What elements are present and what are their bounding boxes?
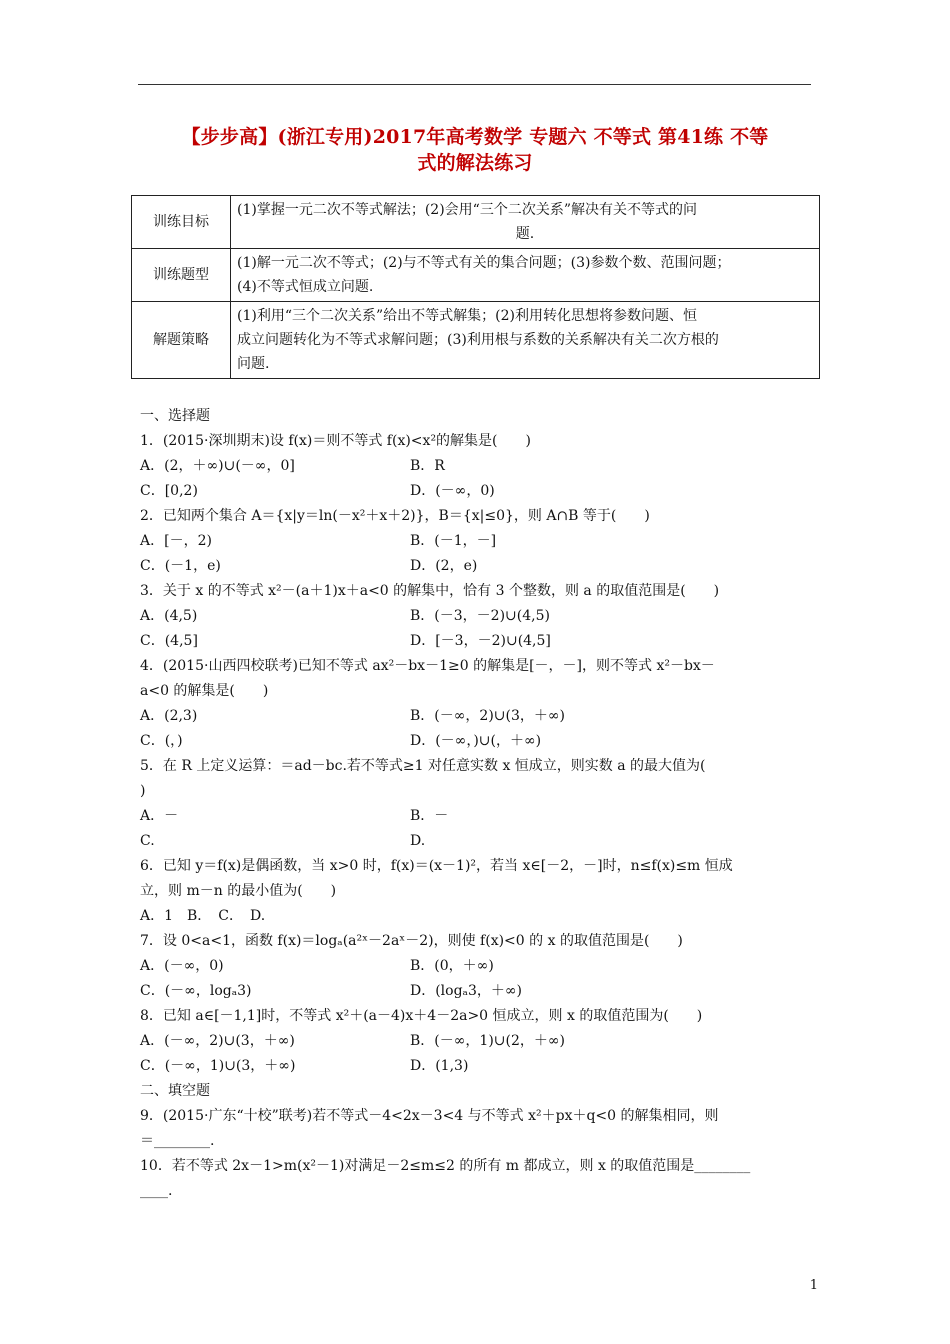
table-row xyxy=(132,196,820,249)
option-c: C．(－∞，logₐ3) xyxy=(140,983,252,999)
options-row: A．1 B． C． D. xyxy=(140,908,266,924)
option-c: C．(－∞，1)∪(3，＋∞) xyxy=(140,1058,296,1074)
option-b: B．(－3，－2)∪(4,5) xyxy=(410,608,550,624)
question-9-cont: ＝________. xyxy=(140,1133,215,1149)
table-row xyxy=(132,249,820,302)
option-d: D．(1,3) xyxy=(410,1058,469,1074)
question-6: 6．已知 y＝f(x)是偶函数，当 x>0 时，f(x)＝(x－1)²，若当 x∈[－2，－]时，n≤f(x)≤m 恒成 xyxy=(140,858,733,874)
row-value-line: 成立问题转化为不等式求解问题；(3)利用根与系数的关系解决有关二次方根的 xyxy=(237,332,719,348)
options-row xyxy=(140,829,812,854)
option-b: B．(0，＋∞) xyxy=(410,958,494,974)
option-d: D．(logₐ3，＋∞) xyxy=(410,983,522,999)
row-value-line: (4)不等式恒成立问题. xyxy=(237,279,374,295)
question-4-cont: a<0 的解集是( ) xyxy=(140,683,269,699)
option-b: B．(－1，－] xyxy=(410,533,497,549)
option-c: C. xyxy=(140,833,155,849)
options-row xyxy=(140,979,812,1004)
title-line-1: 【步步高】(浙江专用)2017年高考数学 专题六 不等式 第41练 不等 xyxy=(181,126,769,148)
row-key: 解题策略 xyxy=(132,302,231,379)
question-6-cont: 立，则 m－n 的最小值为( ) xyxy=(140,883,337,899)
question-7: 7．设 0<a<1，函数 f(x)＝logₐ(a²ˣ－2aˣ－2)，则使 f(x)<0 的 x 的取值范围是( ) xyxy=(140,933,683,949)
option-d: D．(2，e) xyxy=(410,558,478,574)
option-a: A．(2，＋∞)∪(－∞，0] xyxy=(140,458,295,474)
option-c: C．[0,2) xyxy=(140,483,198,499)
option-b: B．(－∞，1)∪(2，＋∞) xyxy=(410,1033,566,1049)
row-value xyxy=(231,302,820,379)
questions-body xyxy=(140,404,812,1204)
options-row xyxy=(140,729,812,754)
row-value-line: 题. xyxy=(515,226,535,242)
row-value-line: (1)掌握一元二次不等式解法；(2)会用“三个二次关系”解决有关不等式的问 xyxy=(237,202,697,218)
question-8: 8．已知 a∈[－1,1]时，不等式 x²＋(a－4)x＋4－2a>0 恒成立，则 x 的取值范围为( ) xyxy=(140,1008,703,1024)
document-title xyxy=(130,124,820,176)
option-d: D．(－∞，)∪(，＋∞) xyxy=(410,733,542,749)
page-number: 1 xyxy=(809,1278,818,1293)
row-value xyxy=(231,249,820,302)
options-row xyxy=(140,454,812,479)
question-5-cont: ) xyxy=(140,783,146,799)
option-a: A．－ xyxy=(140,808,179,824)
options-row xyxy=(140,629,812,654)
option-a: A．[－，2) xyxy=(140,533,212,549)
option-b: B．－ xyxy=(410,808,449,824)
training-table xyxy=(131,195,820,379)
question-2: 2．已知两个集合 A＝{x|y＝ln(－x²＋x＋2)}，B＝{x|≤0}，则 A∩B 等于( ) xyxy=(140,508,650,524)
title-line-2: 式的解法练习 xyxy=(417,152,533,174)
question-10-cont: ____. xyxy=(140,1183,173,1199)
row-value-line: (1)利用“三个二次关系”给出不等式解集；(2)利用转化思想将参数问题、恒 xyxy=(237,308,697,324)
option-d: D．(－∞，0) xyxy=(410,483,495,499)
row-value-line: 问题. xyxy=(237,356,270,372)
option-c: C．(4,5] xyxy=(140,633,198,649)
option-c: C．(－1，e) xyxy=(140,558,221,574)
question-4: 4．(2015·山西四校联考)已知不等式 ax²－bx－1≥0 的解集是[－，－]，则不等式 x²－bx－ xyxy=(140,658,715,674)
table-row xyxy=(132,302,820,379)
options-row xyxy=(140,554,812,579)
question-10: 10．若不等式 2x－1>m(x²－1)对满足－2≤m≤2 的所有 m 都成立，则 x 的取值范围是________ xyxy=(140,1158,751,1174)
question-5: 5．在 R 上定义运算：＝ad－bc.若不等式≥1 对任意实数 x 恒成立，则实数 a 的最大值为( xyxy=(140,758,706,774)
options-row xyxy=(140,1029,812,1054)
option-a: A．(4,5) xyxy=(140,608,198,624)
option-a: A．(－∞，0) xyxy=(140,958,224,974)
option-a: A．(－∞，2)∪(3，＋∞) xyxy=(140,1033,295,1049)
options-row xyxy=(140,604,812,629)
row-key: 训练目标 xyxy=(132,196,231,249)
option-a: A．(2,3) xyxy=(140,708,198,724)
row-value-line: (1)解一元二次不等式；(2)与不等式有关的集合问题；(3)参数个数、范围问题； xyxy=(237,255,731,271)
question-3: 3．关于 x 的不等式 x²－(a＋1)x＋a<0 的解集中，恰有 3 个整数，则 a 的取值范围是( ) xyxy=(140,583,720,599)
section-heading: 一、选择题 xyxy=(140,408,210,424)
option-b: B．R xyxy=(410,458,445,474)
options-row xyxy=(140,1054,812,1079)
question-9: 9．(2015·广东“十校”联考)若不等式－4<2x－3<4 与不等式 x²＋px＋q<0 的解集相同，则 xyxy=(140,1108,719,1124)
row-value xyxy=(231,196,820,249)
options-row xyxy=(140,804,812,829)
section-heading: 二、填空题 xyxy=(140,1083,210,1099)
option-b: B．(－∞，2)∪(3，＋∞) xyxy=(410,708,566,724)
header-rule xyxy=(138,84,811,85)
question-1: 1．(2015·深圳期末)设 f(x)＝则不等式 f(x)<x²的解集是( ) xyxy=(140,433,531,449)
option-d: D. xyxy=(410,833,426,849)
options-row xyxy=(140,529,812,554)
options-row xyxy=(140,479,812,504)
row-key: 训练题型 xyxy=(132,249,231,302)
option-d: D．[－3，－2)∪(4,5] xyxy=(410,633,551,649)
option-c: C．(，) xyxy=(140,733,183,749)
options-row xyxy=(140,704,812,729)
options-row xyxy=(140,954,812,979)
